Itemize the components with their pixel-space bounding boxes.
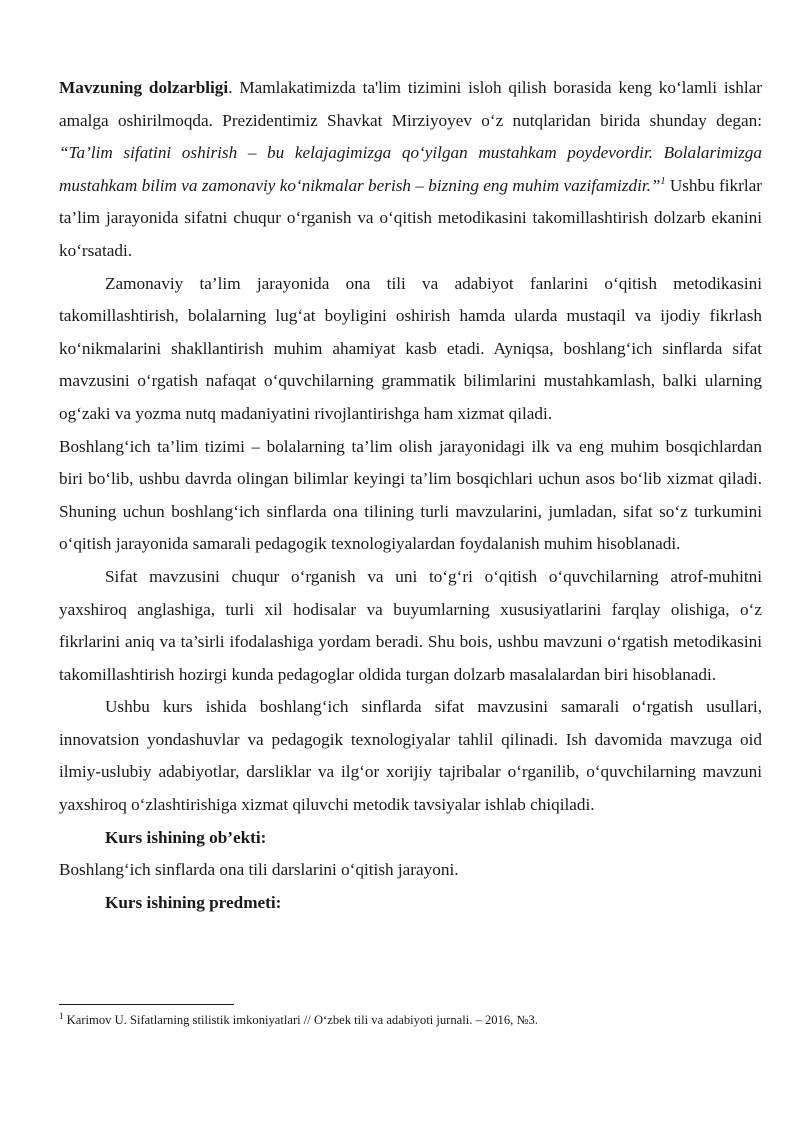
president-quote: “Ta’lim sifatini oshirish – bu kelajagimizga qoʻyilgan mustahkam poydevordir. Bolalarimizga mustahkam bilim va zamonaviy koʻnikmalar berish – bizning eng muhim vazifamizdir.” xyxy=(59,143,762,195)
relevance-text-2: Ushbu fikrlar ta’lim jarayonida sifatni chuqur oʻrganish va oʻqitish metodikasini takomillashtirish dolzarb ekanini koʻrsatadi. xyxy=(59,175,762,260)
object-heading: Kurs ishining ob’ekti: xyxy=(105,827,267,847)
footnote xyxy=(59,1012,762,1028)
footnote-number: 1 xyxy=(59,1011,64,1021)
paragraph-course-work: Ushbu kurs ishida boshlangʻich sinflarda sifat mavzusini samarali oʻrgatish usullari, innovatsion yondashuvlar va pedagogik texnologiyalar tahlil qilinadi. Ish davomida mavzuga oid ilmiy-uslubiy adabiyotlar, darsliklar va ilgʻor xorijiy tajribalar oʻrganilib, oʻquvchilarning mavzuni yaxshiroq oʻzlashtirishiga xizmat qiluvchi metodik tavsiyalar ishlab chiqiladi. xyxy=(59,697,762,815)
object-text: Boshlangʻich sinflarda ona tili darslarini oʻqitish jarayoni. xyxy=(59,860,459,880)
document-body xyxy=(59,72,762,919)
subject-heading: Kurs ishining predmeti: xyxy=(105,892,282,912)
footnote-divider xyxy=(59,1004,234,1005)
paragraph-adjective-topic: Sifat mavzusini chuqur oʻrganish va uni toʻgʻri oʻqitish oʻquvchilarning atrof-muhitni yaxshiroq anglashiga, turli xil hodisalar va buyumlarning xususiyatlarini farqlay olishiga, oʻz fikrlarini aniq va ta’sirli ifodalashiga yordam beradi. Shu bois, ushbu mavzuni oʻrgatish metodikasini takomillashtirish hozirgi kunda pedagoglar oldida turgan dolzarb masalalardan biri hisoblanadi. xyxy=(59,566,762,684)
relevance-text-1: Mamlakatimizda ta'lim tizimini isloh qilish borasida keng koʻlamli ishlar amalga oshirilmoqda. Prezidentimiz Shavkat Mirziyoyev oʻz nutqlaridan birida shunday degan: xyxy=(59,78,763,130)
relevance-title: Mavzuning dolzarbligi xyxy=(59,78,229,97)
title-period: . xyxy=(228,78,233,97)
paragraph-modern-education: Zamonaviy ta’lim jarayonida ona tili va adabiyot fanlarini oʻqitish metodikasini takomillashtirish, bolalarning lugʻat boyligini oshirish hamda ularda mustaqil va ijodiy fikrlash koʻnikmalarini shakllantirish muhim ahamiyat kasb etadi. Ayniqsa, boshlangʻich sinflarda sifat mavzusini oʻrgatish nafaqat oʻquvchilarning grammatik bilimlarini mustahkamlash, balki ularning ogʻzaki va yozma nutq madaniyatini rivojlantirishga ham xizmat qiladi. xyxy=(59,273,762,423)
footnote-reference[interactable]: 1 xyxy=(660,175,666,187)
footnote-text: Karimov U. Sifatlarning stilistik imkoniyatlari // Oʻzbek tili va adabiyoti jurnali. – 2016, №3. xyxy=(63,1013,538,1027)
paragraph-relevance xyxy=(59,72,762,268)
paragraph-primary-education: Boshlangʻich ta’lim tizimi – bolalarning ta’lim olish jarayonidagi ilk va eng muhim bosqichlardan biri boʻlib, ushbu davrda olingan bilimlar keyingi ta’lim bosqichlari uchun asos boʻlib xizmat qiladi. Shuning uchun boshlangʻich sinflarda ona tilining turli mavzularini, jumladan, sifat soʻz turkumini oʻqitish jarayonida samarali pedagogik texnologiyalardan foydalanish muhim hisoblanadi. xyxy=(59,436,762,554)
